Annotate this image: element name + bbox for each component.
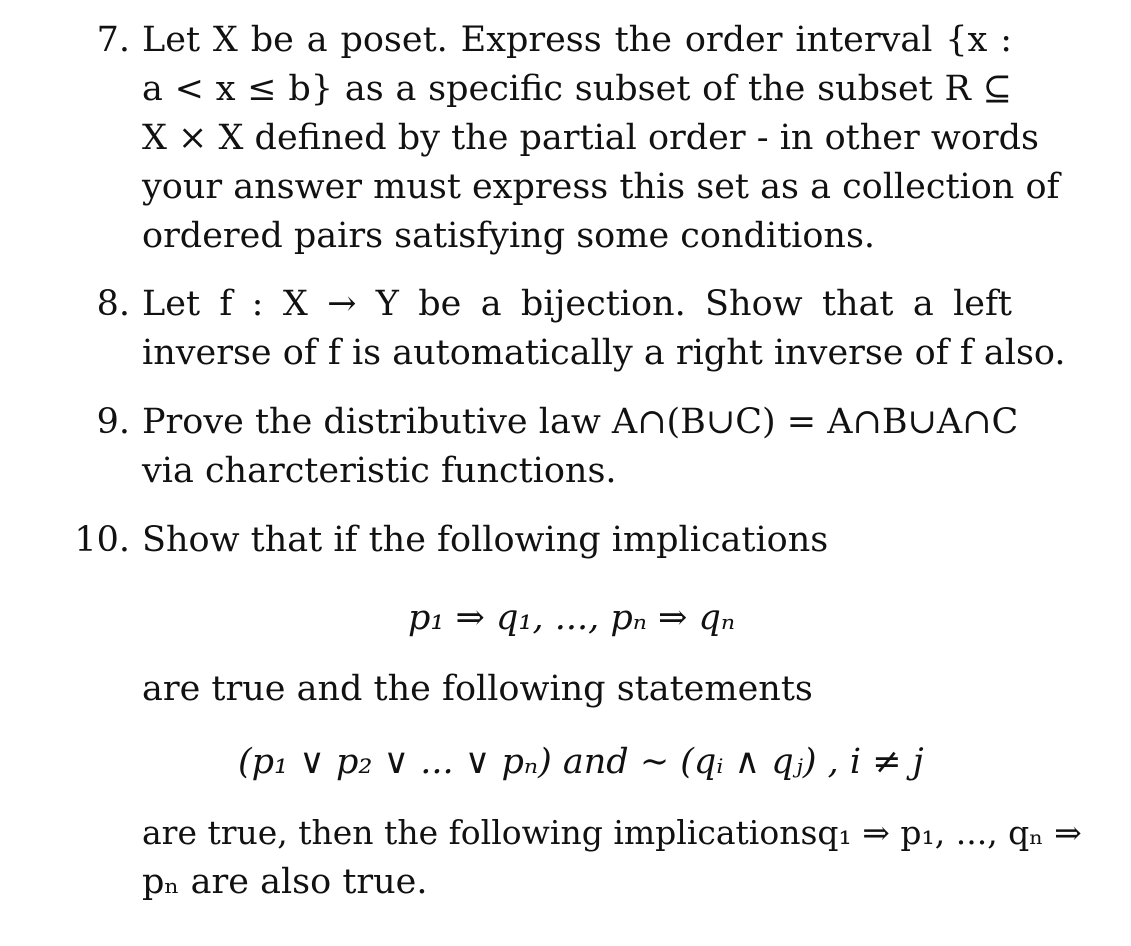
problem-text-line: ordered pairs satisfying some conditions. <box>142 216 876 256</box>
problem-text-line: pₙ are also true. <box>142 862 428 902</box>
problem-text-line: Show that if the following implications <box>142 520 829 560</box>
display-equation: (p₁ ∨ p₂ ∨ ... ∨ pₙ) and ∼ (qᵢ ∧ qⱼ) , i ≠ j <box>238 742 924 782</box>
problem-text-line: Prove the distributive law A∩(B∪C) = A∩B∪A∩C <box>142 402 1019 442</box>
problem-text-line: a < x ≤ b} as a specific subset of the subset R ⊆ <box>142 69 1012 109</box>
problem-text-line: inverse of f is automatically a right inverse of f also. <box>142 333 1066 373</box>
problem-text-line: Let X be a poset. Express the order interval {x : <box>142 20 1012 60</box>
problem-text-line: X × X defined by the partial order - in other words <box>142 118 1039 158</box>
problem-text-line: are true and the following statements <box>142 669 813 709</box>
problem-text-line: via charcteristic functions. <box>142 451 617 491</box>
problem-text-line: Let f : X → Y be a bijection. Show that a left <box>142 284 1012 324</box>
problem-text-line: your answer must express this set as a collection of <box>142 167 1060 207</box>
display-equation: p₁ ⇒ q₁, ..., pₙ ⇒ qₙ <box>408 598 736 638</box>
problem-number: 10. <box>74 520 130 560</box>
problem-number: 7. <box>96 20 130 60</box>
problem-number: 9. <box>96 402 130 442</box>
problem-text-line: are true, then the following implicationsq₁ ⇒ p₁, ..., qₙ ⇒ <box>142 813 1082 852</box>
problem-number: 8. <box>96 284 130 324</box>
